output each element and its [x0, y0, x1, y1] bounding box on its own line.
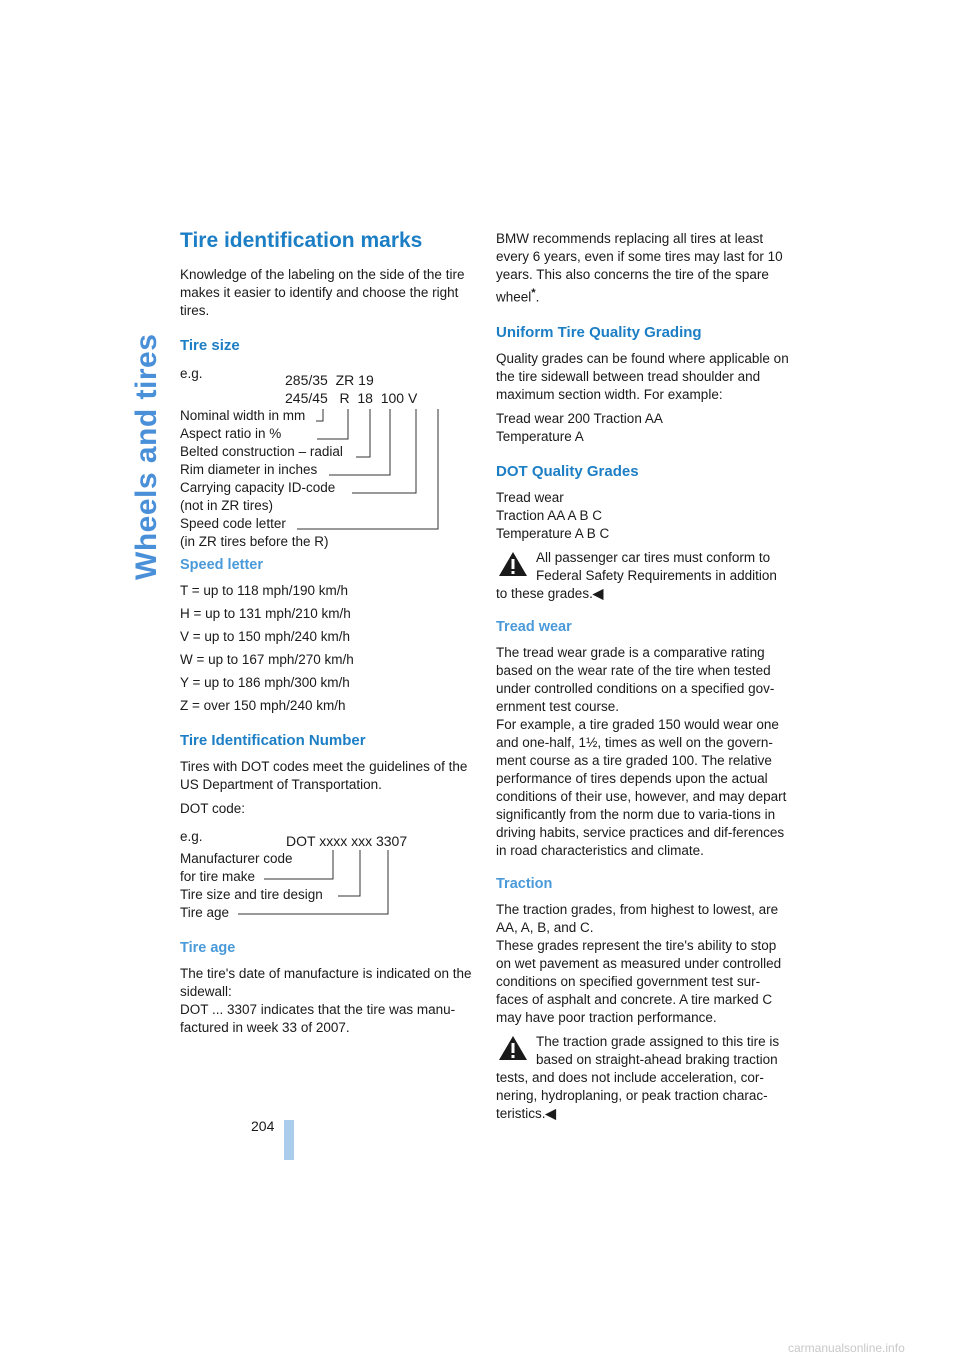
traction-heading: Traction — [496, 875, 553, 892]
leader-lines — [180, 363, 475, 541]
utqg-text: Quality grades can be found where applicable on the tire sidewall between tread shoulder and maximum section width. For example: — [496, 350, 789, 402]
dot-code-diagram — [180, 828, 475, 924]
speed-item: W = up to 167 mph/270 km/h — [180, 652, 354, 667]
tire-size-diagram — [180, 363, 475, 549]
label-speed-code: Speed code letter — [180, 516, 286, 531]
tire-age-text-2: DOT ... 3307 indicates that the tire was manu-factured in week 33 of 2007. — [180, 1002, 456, 1035]
federal-safety-warning — [496, 549, 791, 603]
tread-wear-heading: Tread wear — [496, 618, 572, 635]
speed-item: H = up to 131 mph/210 km/h — [180, 606, 351, 621]
side-tab — [100, 230, 163, 580]
end-mark: ◀ — [545, 1105, 556, 1121]
utqg-example-1: Tread wear 200 Traction AA — [496, 410, 663, 426]
warning-text: The traction grade assigned to this tire is based on straight-ahead braking traction tests, and does not include acceleration, cor-nering, hydroplaning, or peak traction charac-teristics. — [496, 1033, 780, 1121]
speed-item: Z = over 150 mph/240 km/h — [180, 698, 346, 713]
label-tire-size-design: Tire size and tire design — [180, 887, 323, 902]
speed-item: T = up to 118 mph/190 km/h — [180, 583, 348, 598]
tread-wear-text-2: For example, a tire graded 150 would wear one and one-half, 1½, times as well on the govern-ment course as a tire graded 100. The relative performance of tires depends upon the actual conditions of their use, however, and may depart significantly from the norm due to varia-tions in driving habits, service practices and dif-ferences in road characteristics and climate. — [496, 716, 787, 858]
traction-text-1: The traction grades, from highest to lowest, are AA, A, B, and C. — [496, 901, 779, 935]
label-nominal-width: Nominal width in mm — [180, 408, 306, 423]
label-tire-age: Tire age — [180, 905, 230, 920]
speed-item: Y = up to 186 mph/300 km/h — [180, 675, 350, 690]
page-title: Tire identification marks — [180, 229, 423, 252]
dot-grades-line-1: Tread wear — [496, 489, 564, 505]
size-line-1: 285/35 ZR 19 — [285, 372, 374, 388]
page-number: 204 — [251, 1118, 275, 1134]
dot-grades-line-3: Temperature A B C — [496, 525, 610, 541]
replace-text: BMW recommends replacing all tires at least every 6 years, even if some tires may last for 10 years. This also concerns the tire of the spare wheel — [496, 231, 783, 305]
label-rim-diameter: Rim diameter in inches — [180, 462, 318, 477]
speed-letter-list — [180, 582, 475, 715]
utqg-heading: Uniform Tire Quality Grading — [496, 323, 702, 341]
warning-text: All passenger car tires must conform to Federal Safety Requirements in addition to these grades. — [496, 549, 777, 601]
page-bar — [284, 1120, 294, 1160]
tire-age-text-1: The tire's date of manufacture is indicated on the sidewall: — [180, 966, 472, 999]
size-line-2: 245/45 R 18 100 V — [285, 390, 418, 406]
watermark: carmanualsonline.info — [788, 1341, 905, 1355]
label-not-zr: (not in ZR tires) — [180, 498, 274, 513]
dot-code-label: DOT code: — [180, 801, 246, 816]
end-mark: ◀ — [592, 585, 604, 601]
tread-wear-text-1: The tread wear grade is a comparative rating based on the wear rate of the tire when tested under controlled conditions on a specified gov-ernment test course. — [496, 644, 775, 714]
traction-text-2: These grades represent the tire's ability to stop on wet pavement as measured under controlled conditions on specified government test sur-faces of asphalt and concrete. A tire marked C may have poor traction performance. — [496, 937, 782, 1025]
label-aspect-ratio: Aspect ratio in % — [180, 426, 282, 441]
right-column — [496, 230, 791, 1131]
left-column — [180, 228, 475, 1043]
tire-size-heading: Tire size — [180, 337, 240, 354]
speed-item: V = up to 150 mph/240 km/h — [180, 629, 350, 644]
dot-grades-heading: DOT Quality Grades — [496, 462, 639, 480]
label-manufacturer-code: Manufacturer code — [180, 851, 293, 866]
label-carrying-capacity: Carrying capacity ID-code — [180, 480, 336, 495]
speed-letter-heading: Speed letter — [180, 557, 263, 573]
optional-star: * — [531, 287, 536, 299]
warning-triangle-icon — [498, 1035, 528, 1061]
replace-recommendation: BMW recommends replacing all tires at least every 6 years, even if some tires may last for 10 years. This also concerns the tire of the spare wheel*. — [496, 231, 783, 305]
side-tab-label: Wheels and tires — [130, 333, 163, 580]
label-for-tire-make: for tire make — [180, 869, 256, 884]
utqg-example-2: Temperature A — [496, 428, 584, 444]
traction-warning — [496, 1033, 791, 1123]
dot-leader-lines — [180, 828, 475, 924]
dot-eg-label: e.g. — [180, 829, 203, 844]
intro-text: Knowledge of the labeling on the side of the tire makes it easier to identify and choose the right tires. — [180, 267, 465, 318]
dot-grades-line-2: Traction AA A B C — [496, 507, 603, 523]
tin-heading: Tire Identification Number — [180, 732, 366, 749]
tin-text: Tires with DOT codes meet the guidelines of the US Department of Transportation. — [180, 759, 468, 792]
eg-label: e.g. — [180, 366, 203, 381]
tire-age-heading: Tire age — [180, 940, 236, 956]
label-belted-construction: Belted construction – radial — [180, 444, 343, 459]
dot-code-example: DOT xxxx xxx 3307 — [286, 833, 408, 849]
warning-triangle-icon — [498, 551, 528, 577]
label-zr-before-r: (in ZR tires before the R) — [180, 534, 329, 549]
